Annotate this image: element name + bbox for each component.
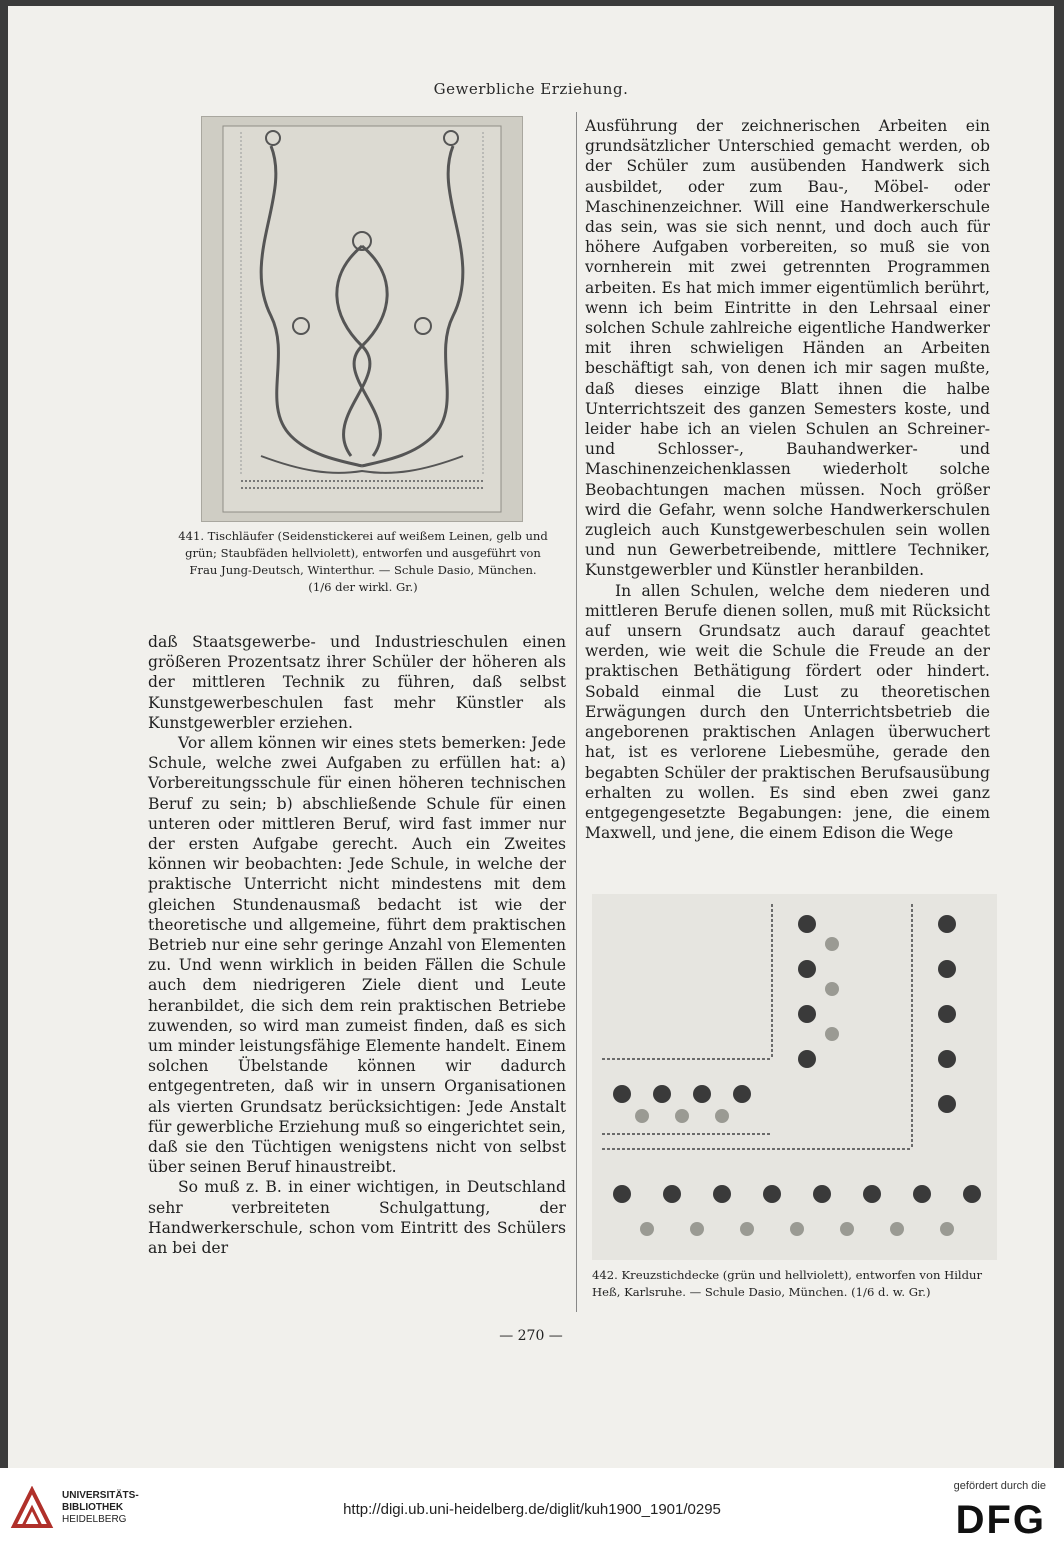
- paragraph: Ausführung der zeichnerischen Arbeiten ein grundsätzlicher Unterschied gemacht werden, ob der Schüler zum ausübenden Handwerk sich ausbildet, oder zum Bau-, Möbel- oder Maschinenzeichner. Will eine Handwerkerschule das sein, was sie sich nennt, und doch auch für höhere Aufgaben vorbereiten, so muß sie von vornherein mit zwei getrennten Programmen arbeiten. Es hat mich immer eigentümlich berührt, wenn ich beim Eintritte in den Lehrsaal einer solchen Schule zahlreiche eigentliche Handwerker mit ihren schwieligen Händen an Arbeiten beschäftigt sah, von denen ich mir sagen mußte, daß dieses einzige Blatt ihnen die halbe Unterrichtszeit des ganzen Semesters koste, und leider habe ich an vielen Schulen an Schreiner- und Schlosser-, Bauhandwerker- und Maschinenzeichenklassen wiederholt solche Beobachtungen machen müssen. Noch größer wird die Gefahr, wenn solche Handwerkerschulen zugleich auch Kunstgewerbeschulen sein wollen und nun Gewerbetreibende, mittlere Techniker, Kunstgewerbler und Künstler heranbilden.: [585, 117, 990, 580]
- funding-note: gefördert durch die: [953, 1480, 1046, 1492]
- permalink-url[interactable]: http://digi.ub.uni-heidelberg.de/diglit/kuh1900_1901/0295: [343, 1501, 721, 1518]
- figure-441-caption: [150, 528, 576, 596]
- left-column: [148, 632, 566, 1258]
- caption-line: 442. Kreuzstichdecke (grün und hellviolett), entworfen von Hildur: [592, 1268, 983, 1282]
- book-page: [8, 6, 1054, 1468]
- figure-cross-stitch-cover: [592, 894, 997, 1260]
- dfg-logo: DFG: [955, 1498, 1046, 1542]
- caption-line: Frau Jung-Deutsch, Winterthur. — Schule Dasio, München.: [189, 563, 537, 577]
- cross-stitch-illustration: [592, 894, 997, 1260]
- running-header: Gewerbliche Erziehung.: [433, 80, 629, 98]
- footer-bar: [0, 1468, 1064, 1553]
- caption-line: (1/6 der wirkl. Gr.): [308, 580, 418, 594]
- column-divider: [576, 112, 577, 1312]
- embroidery-illustration: [201, 116, 523, 522]
- caption-line: grün; Staubfäden hellviolett), entworfen und ausgeführt von: [185, 546, 541, 560]
- library-name-line: UNIVERSITÄTS-: [62, 1490, 139, 1501]
- library-name-line: BIBLIOTHEK: [62, 1502, 124, 1513]
- paragraph: daß Staatsgewerbe- und Industrieschulen einen größeren Prozentsatz ihrer Schüler der höheren als der mittleren Technik zu führen, daß selbst Kunstgewerbeschulen fast mehr Künstler als Kunstgewerbler erziehen.: [148, 633, 566, 732]
- paragraph: So muß z. B. in einer wichtigen, in Deutschland sehr verbreiteten Schulgattung, der Handwerkerschule, schon vom Eintritt des Schülers an bei der: [148, 1178, 566, 1258]
- library-name-line: HEIDELBERG: [62, 1514, 127, 1525]
- paragraph: In allen Schulen, welche dem niederen und mittleren Berufe dienen sollen, muß mit Rücksicht auf unsern Grundsatz auch darauf geachtet werden, wie weit die Schule die Freude an der praktischen Bethätigung fördert oder hindert. Sobald einmal die Lust zu theoretischen Erwägungen durch den Unterrichtsbetrieb die angeborenen praktischen Anlagen überwuchert hat, ist es verlorene Liebesmühe, gerade den begabten Schüler der praktischen Berufsausübung erhalten zu wollen. Es sind eben zwei ganz entgegengesetzte Begabungen: jene, die einem Maxwell, und jene, die einem Edison die Wege: [585, 581, 990, 843]
- paragraph: Vor allem können wir eines stets bemerken: Jede Schule, welche zwei Aufgaben zu erfüllen hat: a) Vorbereitungsschule für einen höheren technischen Beruf zu sein; b) abschließende Schule für einen unteren oder mittleren Beruf, wird fast immer nur der ersten Aufgabe gerecht. Auch ein Zweites können wir beobachten: Jede Schule, in welche der praktische Unterricht nicht mindestens mit dem gleichen Stundenausmaß bedacht ist wie der theoretische und allgemeine, führt dem praktischen Betrieb nur eine sehr geringe Anzahl von Elementen zu. Und wenn wirklich in beiden Fällen die Schule auch dem niedrigeren Ziele dient und Leute heranbildet, die sich dem rein praktischen Betriebe zuwenden, so wird man zumeist finden, daß es sich um minder leistungsfähige Elemente handelt. Einem solchen Übelstande können wir dadurch entgegentreten, daß wir in unsern Organisationen als vierten Grundsatz berücksichtigen: Jede Anstalt für gewerbliche Erziehung muß so eingerichtet sein, daß sie den Tüchtigen wenigstens nicht von selbst über seinen Beruf hinaustreibt.: [148, 734, 566, 1177]
- caption-line: 441. Tischläufer (Seidenstickerei auf weißem Leinen, gelb und: [178, 529, 548, 543]
- figure-442-caption: [592, 1267, 997, 1301]
- figure-table-runner: [201, 116, 523, 522]
- right-column: [585, 116, 990, 843]
- caption-line: Heß, Karlsruhe. — Schule Dasio, München. (1/6 d. w. Gr.): [592, 1285, 931, 1299]
- page-number: — 270 —: [499, 1328, 563, 1344]
